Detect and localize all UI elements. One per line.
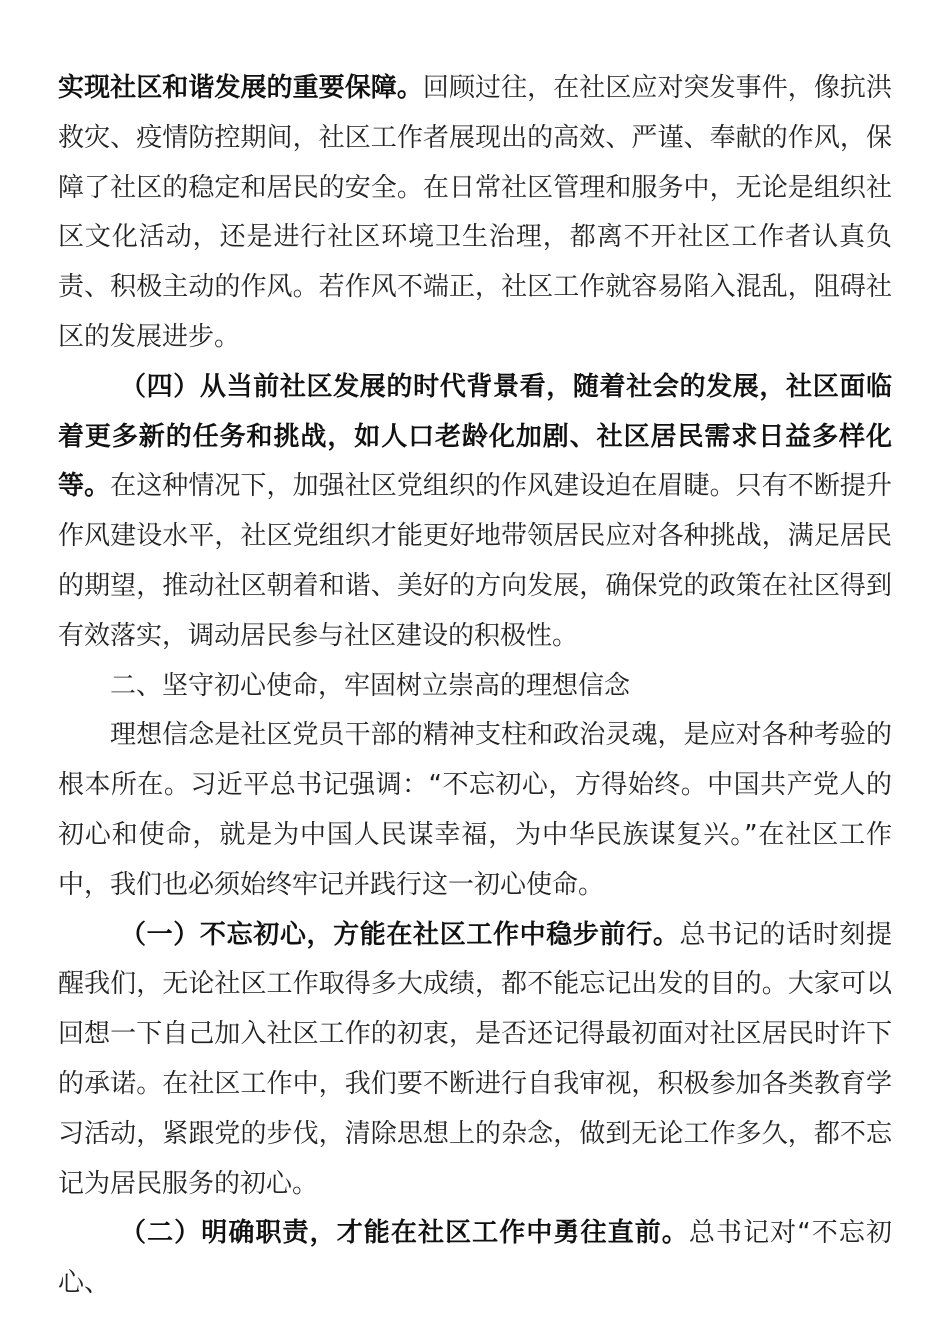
- bold-lead-text: （一）不忘初心，方能在社区工作中稳步前行。: [120, 919, 680, 950]
- document-page: [58, 64, 892, 1309]
- paragraph-text: 总书记的话时刻提醒我们，无论社区工作取得多大成绩，都不能忘记出发的目的。大家可以回想一下自己加入社区工作的初衷，是否还记得最初面对社区居民时许下的承诺。在社区工作中，我们要不断进行自我审视，积极参加各类教育学习活动，紧跟党的步伐，清除思想上的杂念，做到无论工作多久，都不忘记为居民服务的初心。: [58, 919, 892, 1199]
- paragraph-ideals-belief: [58, 711, 892, 910]
- paragraph-text: 理想信念是社区党员干部的精神支柱和政治灵魂，是应对各种考验的根本所在。习近平总书记强调：“不忘初心，方得始终。中国共产党人的初心和使命，就是为中国人民谋幸福，为中华民族谋复兴。”在社区工作中，我们也必须始终牢记并践行这一初心使命。: [58, 720, 892, 900]
- bold-lead-text: （四）从当前社区发展的时代背景看，随着社会的发展，社区面临着更多新的任务和挑战，如人口老龄化加剧、社区居民需求日益多样化等。: [58, 371, 892, 502]
- paragraph-text: 在这种情况下，加强社区党组织的作风建设迫在眉睫。只有不断提升作风建设水平，社区党组织才能更好地带领居民应对各种挑战，满足居民的期望，推动社区朝着和谐、美好的方向发展，确保党的政策在社区得到有效落实，调动居民参与社区建设的积极性。: [58, 471, 892, 651]
- bold-lead-text: 实现社区和谐发展的重要保障。: [58, 73, 423, 103]
- section-heading-two: 二、坚守初心使命，牢固树立崇高的理想信念: [110, 670, 631, 701]
- paragraph-text: 总书记对“不忘初心、: [58, 1218, 892, 1299]
- paragraph-subsection-two: [58, 1209, 892, 1309]
- paragraph-subsection-one: [58, 911, 892, 1210]
- paragraph-community-harmony: [58, 64, 892, 363]
- paragraph-section-four: [58, 363, 892, 662]
- paragraph-text: 回顾过往，在社区应对突发事件，像抗洪救灾、疫情防控期间，社区工作者展现出的高效、严谨、奉献的作风，保障了社区的稳定和居民的安全。在日常社区管理和服务中，无论是组织社区文化活动，还是进行社区环境卫生治理，都离不开社区工作者认真负责、积极主动的作风。若作风不端正，社区工作就容易陷入混乱，阻碍社区的发展进步。: [58, 73, 892, 352]
- bold-lead-text: （二）明确职责，才能在社区工作中勇往直前。: [120, 1218, 689, 1249]
